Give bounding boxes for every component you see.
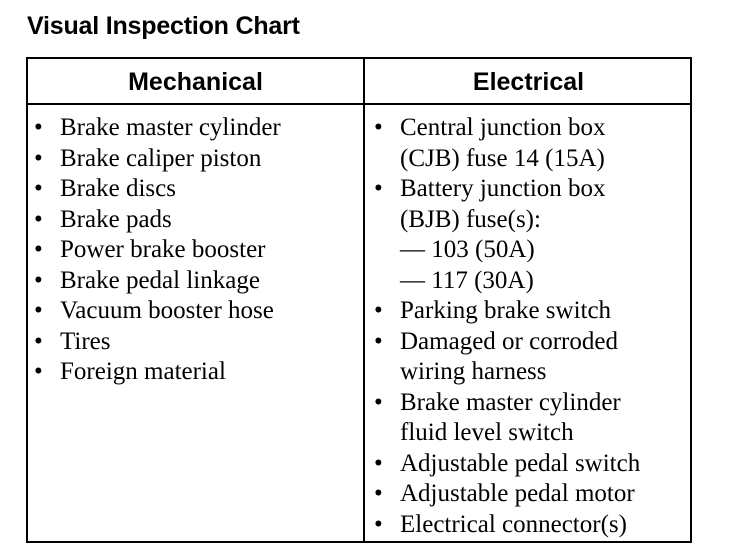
bullet: • xyxy=(34,175,43,202)
list-item xyxy=(374,449,640,480)
list-item-label: Foreign material xyxy=(60,358,226,385)
bullet: • xyxy=(374,297,383,324)
list-item-line: wiring harness xyxy=(400,358,547,385)
list-item-line: Parking brake switch xyxy=(400,297,612,324)
list-item-line: Battery junction box xyxy=(400,175,606,202)
mechanical-column-header: Mechanical xyxy=(128,68,263,96)
list-item-line: (BJB) fuse(s): xyxy=(400,205,541,233)
bullet: • xyxy=(34,358,43,385)
list-item-line: Central junction box xyxy=(400,114,606,141)
list-item xyxy=(374,113,640,174)
list-item xyxy=(374,388,640,449)
list-item xyxy=(34,205,281,236)
list-item xyxy=(34,144,281,175)
electrical-list xyxy=(374,113,640,540)
bullet: • xyxy=(374,388,383,416)
bullet: • xyxy=(34,266,43,294)
electrical-column-header: Electrical xyxy=(472,68,585,96)
list-item xyxy=(34,174,281,205)
list-item-label: Vacuum booster hose xyxy=(60,297,274,324)
list-item-label: Brake pedal linkage xyxy=(60,266,260,294)
list-item-line: Electrical connector(s) xyxy=(400,510,627,538)
list-item xyxy=(374,479,640,510)
list-item xyxy=(374,327,640,388)
list-item xyxy=(34,327,281,358)
list-item-label: Brake master cylinder xyxy=(60,114,281,141)
list-item xyxy=(374,174,640,296)
bullet: • xyxy=(374,510,383,538)
list-item xyxy=(34,235,281,266)
list-item-label: Brake discs xyxy=(60,175,176,202)
list-item-label: Power brake booster xyxy=(60,236,266,263)
bullet: • xyxy=(34,114,43,141)
list-item xyxy=(34,113,281,144)
bullet: • xyxy=(374,327,383,355)
list-item xyxy=(374,510,640,541)
bullet: • xyxy=(374,480,383,507)
bullet: • xyxy=(34,297,43,324)
bullet: • xyxy=(34,327,43,355)
list-item xyxy=(34,357,281,388)
bullet: • xyxy=(374,449,383,477)
list-item xyxy=(34,266,281,297)
list-item-line: Brake master cylinder xyxy=(400,388,621,416)
list-item xyxy=(374,296,640,327)
list-item-line: Damaged or corroded xyxy=(400,327,618,355)
bullet: • xyxy=(34,205,43,233)
list-item-line: Adjustable pedal switch xyxy=(400,449,641,477)
list-item-label: Brake pads xyxy=(60,205,172,233)
list-item-label: Brake caliper piston xyxy=(60,144,262,172)
list-item-line: fluid level switch xyxy=(400,419,574,446)
bullet: • xyxy=(34,236,43,263)
list-item-line: Adjustable pedal motor xyxy=(400,480,635,507)
column-divider xyxy=(363,59,365,541)
bullet: • xyxy=(374,114,383,141)
list-item-line: (CJB) fuse 14 (15A) xyxy=(400,144,605,172)
list-item-subline: — 103 (50A) xyxy=(400,236,535,263)
header-divider xyxy=(28,103,690,105)
bullet: • xyxy=(34,144,43,172)
page-title: Visual Inspection Chart xyxy=(27,12,300,40)
inspection-table xyxy=(26,57,692,543)
mechanical-list xyxy=(34,113,281,388)
list-item-subline: — 117 (30A) xyxy=(400,266,534,294)
list-item xyxy=(34,296,281,327)
list-item-label: Tires xyxy=(60,327,111,355)
bullet: • xyxy=(374,175,383,202)
